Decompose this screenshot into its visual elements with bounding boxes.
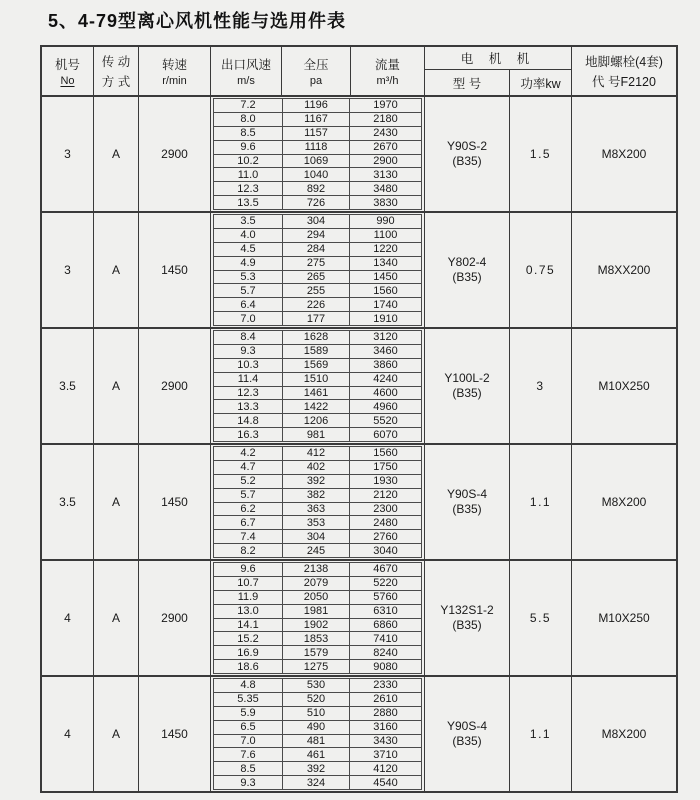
flow-value: 3040 bbox=[373, 544, 398, 557]
outlet-speed-value: 7.2 bbox=[214, 99, 283, 112]
performance-row bbox=[214, 489, 421, 503]
flow-value: 1220 bbox=[373, 243, 398, 256]
anchor-bolt-cell: M10X250 bbox=[598, 379, 650, 393]
flow-value: 3120 bbox=[373, 331, 398, 344]
pressure-value: 530 bbox=[283, 679, 350, 692]
performance-subtable bbox=[213, 98, 422, 210]
outlet-speed-value: 7.4 bbox=[214, 530, 283, 543]
outlet-speed-value: 5.9 bbox=[214, 707, 283, 720]
pressure-value: 2079 bbox=[283, 577, 350, 590]
header-outlet-speed-label: 出口风速 bbox=[220, 58, 271, 72]
motor-model-cell bbox=[425, 561, 510, 675]
outlet-speed-value: 10.7 bbox=[214, 577, 283, 590]
performance-row bbox=[214, 312, 421, 325]
flow-value: 2900 bbox=[373, 154, 398, 167]
speed-cell: 1450 bbox=[139, 677, 211, 791]
performance-subtable bbox=[213, 446, 422, 558]
flow-value: 2430 bbox=[373, 127, 398, 140]
flow-value: 4960 bbox=[373, 400, 398, 413]
motor-model-cell bbox=[425, 97, 510, 211]
outlet-speed-value: 4.5 bbox=[214, 243, 283, 256]
flow-value: 3160 bbox=[373, 721, 398, 734]
performance-row bbox=[214, 707, 421, 721]
outlet-speed-value: 9.6 bbox=[214, 141, 283, 154]
flow-value: 1560 bbox=[373, 284, 398, 297]
pressure-value: 294 bbox=[283, 229, 350, 242]
anchor-bolt-cell: M8X200 bbox=[601, 495, 647, 509]
pressure-value: 520 bbox=[283, 693, 350, 706]
motor-model-value: Y90S-4 bbox=[446, 487, 488, 501]
outlet-speed-value: 4.9 bbox=[214, 257, 283, 270]
outlet-speed-value: 6.4 bbox=[214, 298, 283, 311]
motor-model-value: Y132S1-2 bbox=[440, 603, 494, 617]
performance-subtable bbox=[213, 330, 422, 442]
motor-model-cell bbox=[425, 329, 510, 443]
header-machine-no-label: 机号 bbox=[54, 58, 80, 72]
performance-subtable-wrap bbox=[211, 445, 425, 559]
pressure-value: 1422 bbox=[283, 400, 350, 413]
outlet-speed-value: 5.2 bbox=[214, 475, 283, 488]
pressure-value: 255 bbox=[283, 284, 350, 297]
pressure-value: 245 bbox=[283, 544, 350, 557]
pressure-value: 481 bbox=[283, 735, 350, 748]
performance-row bbox=[214, 168, 421, 182]
outlet-speed-value: 6.5 bbox=[214, 721, 283, 734]
outlet-speed-value: 8.5 bbox=[214, 762, 283, 775]
performance-row bbox=[214, 447, 421, 461]
performance-row bbox=[214, 475, 421, 489]
outlet-speed-value: 7.0 bbox=[214, 735, 283, 748]
flow-value: 6310 bbox=[373, 605, 398, 618]
motor-power-cell: 1.1 bbox=[510, 677, 572, 791]
outlet-speed-value: 13.0 bbox=[214, 605, 283, 618]
performance-subtable-wrap bbox=[211, 213, 425, 327]
pressure-value: 363 bbox=[283, 503, 350, 516]
machine-no-cell: 3 bbox=[42, 97, 94, 211]
flow-value: 4540 bbox=[373, 776, 398, 789]
speed-cell: 2900 bbox=[139, 329, 211, 443]
pressure-value: 275 bbox=[283, 257, 350, 270]
pressure-value: 353 bbox=[283, 516, 350, 529]
flow-value: 2120 bbox=[373, 489, 398, 502]
outlet-speed-value: 4.2 bbox=[214, 447, 283, 460]
pressure-value: 1461 bbox=[283, 387, 350, 400]
motor-model-cell bbox=[425, 445, 510, 559]
pressure-value: 490 bbox=[283, 721, 350, 734]
machine-no-cell: 4 bbox=[42, 677, 94, 791]
outlet-speed-value: 15.2 bbox=[214, 632, 283, 645]
anchor-bolt-cell: M8X200 bbox=[601, 147, 647, 161]
performance-row bbox=[214, 530, 421, 544]
motor-model-cell bbox=[425, 213, 510, 327]
performance-row bbox=[214, 298, 421, 312]
motor-frame-value: (B35) bbox=[452, 502, 482, 516]
performance-row bbox=[214, 461, 421, 475]
performance-subtable-wrap bbox=[211, 677, 425, 791]
pressure-value: 324 bbox=[283, 776, 350, 789]
performance-subtable bbox=[213, 678, 422, 790]
flow-value: 2670 bbox=[373, 141, 398, 154]
header-motor-power: 功率kw bbox=[520, 76, 561, 91]
flow-value: 2610 bbox=[373, 693, 398, 706]
pressure-value: 226 bbox=[283, 298, 350, 311]
outlet-speed-value: 8.5 bbox=[214, 127, 283, 140]
outlet-speed-value: 6.7 bbox=[214, 516, 283, 529]
flow-value: 2760 bbox=[373, 530, 398, 543]
drive-type-cell: A bbox=[94, 213, 139, 327]
table-header-row bbox=[42, 47, 676, 97]
performance-row bbox=[214, 721, 421, 735]
flow-value: 1450 bbox=[373, 270, 398, 283]
pressure-value: 402 bbox=[283, 461, 350, 474]
flow-value: 2300 bbox=[373, 502, 398, 515]
flow-value: 6860 bbox=[373, 618, 398, 631]
header-motor-group bbox=[425, 47, 572, 95]
outlet-speed-value: 7.0 bbox=[214, 312, 283, 325]
table-block-1 bbox=[42, 211, 676, 327]
outlet-speed-value: 10.3 bbox=[214, 359, 283, 372]
header-pressure-label: 全压 bbox=[303, 58, 329, 72]
pressure-value: 1569 bbox=[283, 359, 350, 372]
pressure-value: 1510 bbox=[283, 373, 350, 386]
motor-frame-value: (B35) bbox=[452, 618, 482, 632]
pressure-value: 284 bbox=[283, 243, 350, 256]
performance-row bbox=[214, 748, 421, 762]
outlet-speed-value: 9.6 bbox=[214, 563, 283, 576]
performance-subtable bbox=[213, 562, 422, 674]
flow-value: 3430 bbox=[373, 734, 398, 747]
flow-value: 1100 bbox=[373, 229, 398, 242]
performance-row bbox=[214, 331, 421, 345]
header-speed-label: 转速 bbox=[161, 58, 187, 72]
drive-type-cell: A bbox=[94, 329, 139, 443]
outlet-speed-value: 8.2 bbox=[214, 544, 283, 557]
pressure-value: 1118 bbox=[283, 141, 350, 154]
flow-value: 1750 bbox=[373, 461, 398, 474]
performance-row bbox=[214, 563, 421, 577]
motor-power-cell: 5.5 bbox=[510, 561, 572, 675]
performance-row bbox=[214, 113, 421, 127]
table-block-4 bbox=[42, 559, 676, 675]
outlet-speed-value: 14.8 bbox=[214, 414, 283, 427]
header-machine-no bbox=[42, 47, 94, 95]
machine-no-cell: 4 bbox=[42, 561, 94, 675]
flow-value: 2880 bbox=[373, 707, 398, 720]
pressure-value: 981 bbox=[283, 428, 350, 441]
header-speed bbox=[139, 47, 211, 95]
flow-value: 1560 bbox=[373, 447, 398, 460]
header-speed-unit: r/min bbox=[162, 75, 187, 87]
performance-row bbox=[214, 127, 421, 141]
performance-row bbox=[214, 619, 421, 633]
flow-value: 7410 bbox=[373, 632, 398, 645]
outlet-speed-value: 6.2 bbox=[214, 503, 283, 516]
machine-no-cell: 3.5 bbox=[42, 445, 94, 559]
pressure-value: 461 bbox=[283, 748, 350, 761]
header-motor-group-label: 电 机 机 bbox=[425, 47, 571, 70]
outlet-speed-value: 13.3 bbox=[214, 400, 283, 413]
pressure-value: 1853 bbox=[283, 632, 350, 645]
outlet-speed-value: 16.9 bbox=[214, 646, 283, 659]
motor-frame-value: (B35) bbox=[452, 154, 482, 168]
flow-value: 4670 bbox=[373, 563, 398, 576]
drive-type-cell: A bbox=[94, 445, 139, 559]
performance-row bbox=[214, 345, 421, 359]
flow-value: 3830 bbox=[373, 196, 398, 209]
performance-row bbox=[214, 257, 421, 271]
flow-value: 4600 bbox=[373, 386, 398, 399]
anchor-bolt-cell: M10X250 bbox=[598, 611, 650, 625]
pressure-value: 1902 bbox=[283, 619, 350, 632]
performance-row bbox=[214, 516, 421, 530]
flow-value: 1340 bbox=[373, 257, 398, 270]
machine-no-cell: 3 bbox=[42, 213, 94, 327]
outlet-speed-value: 10.2 bbox=[214, 155, 283, 168]
flow-value: 5520 bbox=[373, 414, 398, 427]
pressure-value: 892 bbox=[283, 182, 350, 195]
header-motor-subrow bbox=[425, 70, 571, 95]
performance-row bbox=[214, 271, 421, 285]
table-block-5 bbox=[42, 675, 676, 791]
fan-performance-table bbox=[40, 45, 678, 793]
pressure-value: 1579 bbox=[283, 646, 350, 659]
performance-row bbox=[214, 414, 421, 428]
speed-cell: 2900 bbox=[139, 561, 211, 675]
outlet-speed-value: 7.6 bbox=[214, 748, 283, 761]
outlet-speed-value: 9.3 bbox=[214, 345, 283, 358]
outlet-speed-value: 14.1 bbox=[214, 619, 283, 632]
header-pressure bbox=[282, 47, 351, 95]
outlet-speed-value: 13.5 bbox=[214, 196, 283, 209]
motor-model-value: Y100L-2 bbox=[444, 371, 490, 385]
flow-value: 1740 bbox=[373, 298, 398, 311]
performance-subtable-wrap bbox=[211, 97, 425, 211]
performance-row bbox=[214, 359, 421, 373]
table-block-0 bbox=[42, 97, 676, 211]
pressure-value: 2138 bbox=[283, 563, 350, 576]
header-flow-label: 流量 bbox=[374, 58, 400, 72]
pressure-value: 1196 bbox=[283, 99, 350, 112]
flow-value: 3460 bbox=[373, 345, 398, 358]
performance-row bbox=[214, 776, 421, 789]
flow-value: 4240 bbox=[373, 373, 398, 386]
table-body bbox=[42, 97, 676, 791]
flow-value: 5760 bbox=[373, 591, 398, 604]
outlet-speed-value: 8.4 bbox=[214, 331, 283, 344]
performance-subtable-wrap bbox=[211, 561, 425, 675]
pressure-value: 177 bbox=[283, 312, 350, 325]
motor-power-cell: 3 bbox=[510, 329, 572, 443]
pressure-value: 265 bbox=[283, 271, 350, 284]
performance-row bbox=[214, 679, 421, 693]
pressure-value: 392 bbox=[283, 762, 350, 775]
header-drive-label-line2: 方 式 bbox=[101, 75, 131, 89]
flow-value: 3130 bbox=[373, 168, 398, 181]
pressure-value: 1069 bbox=[283, 155, 350, 168]
motor-power-cell: 1.1 bbox=[510, 445, 572, 559]
header-motor-model: 型 号 bbox=[425, 70, 510, 95]
performance-row bbox=[214, 693, 421, 707]
performance-row bbox=[214, 373, 421, 387]
pressure-value: 510 bbox=[283, 707, 350, 720]
machine-no-cell: 3.5 bbox=[42, 329, 94, 443]
pressure-value: 392 bbox=[283, 475, 350, 488]
pressure-value: 1206 bbox=[283, 414, 350, 427]
header-drive-label-line1: 传 动 bbox=[101, 55, 131, 69]
outlet-speed-value: 3.5 bbox=[214, 215, 283, 228]
motor-model-value: Y802-4 bbox=[447, 255, 487, 269]
outlet-speed-value: 4.8 bbox=[214, 679, 283, 692]
header-drive-type bbox=[94, 47, 139, 95]
motor-model-value: Y90S-2 bbox=[446, 139, 488, 153]
header-pressure-unit: pa bbox=[309, 75, 323, 87]
pressure-value: 2050 bbox=[283, 591, 350, 604]
pressure-value: 304 bbox=[283, 215, 350, 228]
performance-row bbox=[214, 243, 421, 257]
outlet-speed-value: 8.0 bbox=[214, 113, 283, 126]
flow-value: 6070 bbox=[373, 428, 398, 441]
pressure-value: 382 bbox=[283, 489, 350, 502]
anchor-bolt-cell: M8X200 bbox=[601, 727, 647, 741]
performance-row bbox=[214, 182, 421, 196]
speed-cell: 1450 bbox=[139, 213, 211, 327]
pressure-value: 1040 bbox=[283, 168, 350, 181]
anchor-bolt-cell: M8XX200 bbox=[597, 263, 651, 277]
outlet-speed-value: 16.3 bbox=[214, 428, 283, 441]
flow-value: 1910 bbox=[373, 312, 398, 325]
outlet-speed-value: 12.3 bbox=[214, 387, 283, 400]
performance-row bbox=[214, 646, 421, 660]
header-flow-unit: m³/h bbox=[376, 75, 399, 87]
performance-row bbox=[214, 605, 421, 619]
performance-row bbox=[214, 141, 421, 155]
motor-power-cell: 0.75 bbox=[510, 213, 572, 327]
pressure-value: 304 bbox=[283, 530, 350, 543]
flow-value: 2480 bbox=[373, 516, 398, 529]
flow-value: 3710 bbox=[373, 748, 398, 761]
drive-type-cell: A bbox=[94, 677, 139, 791]
performance-row bbox=[214, 660, 421, 673]
performance-row bbox=[214, 428, 421, 441]
performance-row bbox=[214, 215, 421, 229]
performance-row bbox=[214, 387, 421, 401]
drive-type-cell: A bbox=[94, 97, 139, 211]
outlet-speed-value: 9.3 bbox=[214, 776, 283, 789]
header-anchor-bolt bbox=[572, 47, 676, 95]
outlet-speed-value: 5.7 bbox=[214, 489, 283, 502]
flow-value: 3860 bbox=[373, 359, 398, 372]
flow-value: 990 bbox=[376, 215, 395, 228]
performance-row bbox=[214, 196, 421, 209]
pressure-value: 1981 bbox=[283, 605, 350, 618]
performance-row bbox=[214, 284, 421, 298]
speed-cell: 1450 bbox=[139, 445, 211, 559]
performance-row bbox=[214, 155, 421, 169]
performance-row bbox=[214, 99, 421, 113]
speed-cell: 2900 bbox=[139, 97, 211, 211]
outlet-speed-value: 11.0 bbox=[214, 168, 283, 181]
page-title: 5、4-79型离心风机性能与选用件表 bbox=[48, 11, 347, 31]
performance-subtable bbox=[213, 214, 422, 326]
pressure-value: 1589 bbox=[283, 345, 350, 358]
motor-model-value: Y90S-4 bbox=[446, 719, 488, 733]
performance-row bbox=[214, 229, 421, 243]
outlet-speed-value: 5.35 bbox=[214, 693, 283, 706]
pressure-value: 1167 bbox=[283, 113, 350, 126]
performance-row bbox=[214, 503, 421, 517]
motor-model-cell bbox=[425, 677, 510, 791]
performance-row bbox=[214, 544, 421, 557]
motor-frame-value: (B35) bbox=[452, 734, 482, 748]
motor-power-cell: 1.5 bbox=[510, 97, 572, 211]
performance-subtable-wrap bbox=[211, 329, 425, 443]
outlet-speed-value: 12.3 bbox=[214, 182, 283, 195]
outlet-speed-value: 11.4 bbox=[214, 373, 283, 386]
performance-row bbox=[214, 577, 421, 591]
performance-row bbox=[214, 400, 421, 414]
flow-value: 8240 bbox=[373, 646, 398, 659]
flow-value: 1930 bbox=[373, 475, 398, 488]
performance-row bbox=[214, 735, 421, 749]
flow-value: 3480 bbox=[373, 182, 398, 195]
outlet-speed-value: 11.9 bbox=[214, 591, 283, 604]
pressure-value: 1275 bbox=[283, 660, 350, 673]
outlet-speed-value: 18.6 bbox=[214, 660, 283, 673]
performance-row bbox=[214, 591, 421, 605]
performance-row bbox=[214, 762, 421, 776]
motor-frame-value: (B35) bbox=[452, 386, 482, 400]
pressure-value: 412 bbox=[283, 447, 350, 460]
flow-value: 4120 bbox=[373, 762, 398, 775]
motor-frame-value: (B35) bbox=[452, 270, 482, 284]
pressure-value: 726 bbox=[283, 196, 350, 209]
outlet-speed-value: 5.3 bbox=[214, 271, 283, 284]
header-anchor-bolt-label: 地脚螺栓(4套) bbox=[585, 55, 663, 69]
flow-value: 2180 bbox=[373, 113, 398, 126]
flow-value: 1970 bbox=[373, 99, 398, 112]
flow-value: 5220 bbox=[373, 577, 398, 590]
drive-type-cell: A bbox=[94, 561, 139, 675]
flow-value: 9080 bbox=[373, 660, 398, 673]
header-outlet-speed bbox=[211, 47, 282, 95]
flow-value: 2330 bbox=[373, 679, 398, 692]
outlet-speed-value: 4.0 bbox=[214, 229, 283, 242]
pressure-value: 1628 bbox=[283, 331, 350, 344]
header-anchor-bolt-code: 代 号F2120 bbox=[592, 75, 656, 89]
pressure-value: 1157 bbox=[283, 127, 350, 140]
table-block-3 bbox=[42, 443, 676, 559]
table-block-2 bbox=[42, 327, 676, 443]
performance-row bbox=[214, 632, 421, 646]
outlet-speed-value: 4.7 bbox=[214, 461, 283, 474]
outlet-speed-value: 5.7 bbox=[214, 284, 283, 297]
header-machine-no-unit: No bbox=[60, 75, 75, 87]
header-outlet-speed-unit: m/s bbox=[237, 75, 255, 87]
header-flow bbox=[351, 47, 425, 95]
